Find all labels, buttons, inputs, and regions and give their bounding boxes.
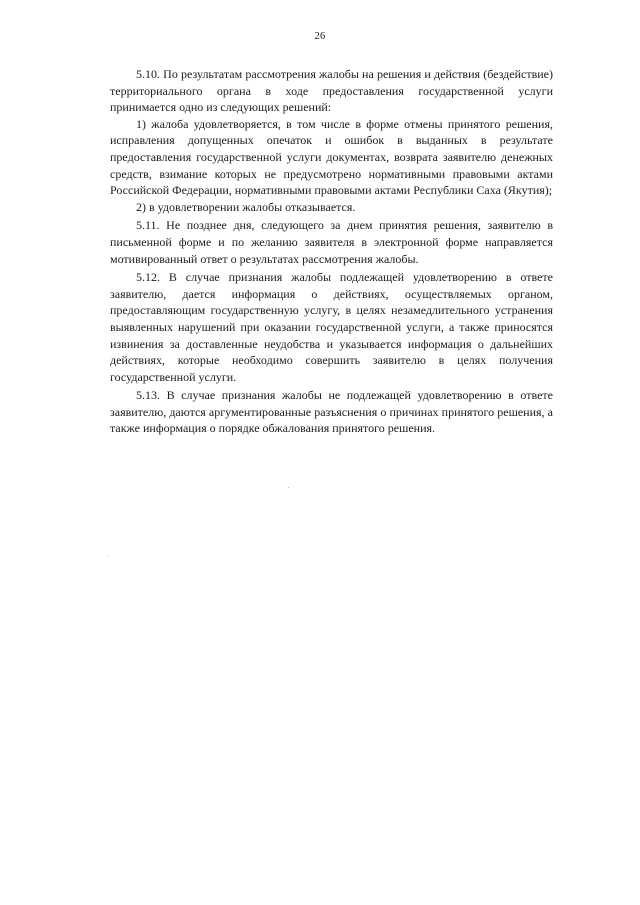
document-body [110,66,553,437]
page-number: 26 [314,31,326,42]
scan-speck [107,556,108,557]
scan-speck [288,487,289,488]
paragraph-5-11: 5.11. Не позднее дня, следующего за днем принятия решения, заявителю в письменной форме и по желанию заявителя в электронной форме направляется мотивированный ответ о результатах рассмотрения жалобы. [110,218,553,266]
paragraph-5-10-item-1: 1) жалоба удовлетворяется, в том числе в форме отмены принятого решения, исправления допущенных опечаток и ошибок в выданных в результате предоставления государственной услуги документах, возврата заявителю денежных средств, взимание которых не предусмотрено нормативными правовыми актами Российской Федерации, нормативными правовыми актами Республики Саха (Якутия); [110,116,553,198]
paragraph-5-10: 5.10. По результатам рассмотрения жалобы на решения и действия (бездействие) территориального органа в ходе предоставления государственной услуги принимается одно из следующих решений: [110,67,553,115]
paragraph-5-13: 5.13. В случае признания жалобы не подлежащей удовлетворению в ответе заявителю, даются аргументированные разъяснения о причинах принятого решения, а также информация о порядке обжалования принятого решения. [110,388,553,436]
paragraph-5-10-item-2: 2) в удовлетворении жалобы отказывается. [136,199,356,214]
paragraph-5-12: 5.12. В случае признания жалобы подлежащей удовлетворению в ответе заявителю, дается информация о действиях, осуществляемых органом, предоставляющим государственную услугу, в целях незамедлительного устранения выявленных нарушений при оказании государственной услуги, а также приносятся извинения за доставленные неудобства и указывается информация о дальнейших действиях, которые необходимо совершить заявителю в целях получения государственной услуги. [110,270,553,384]
